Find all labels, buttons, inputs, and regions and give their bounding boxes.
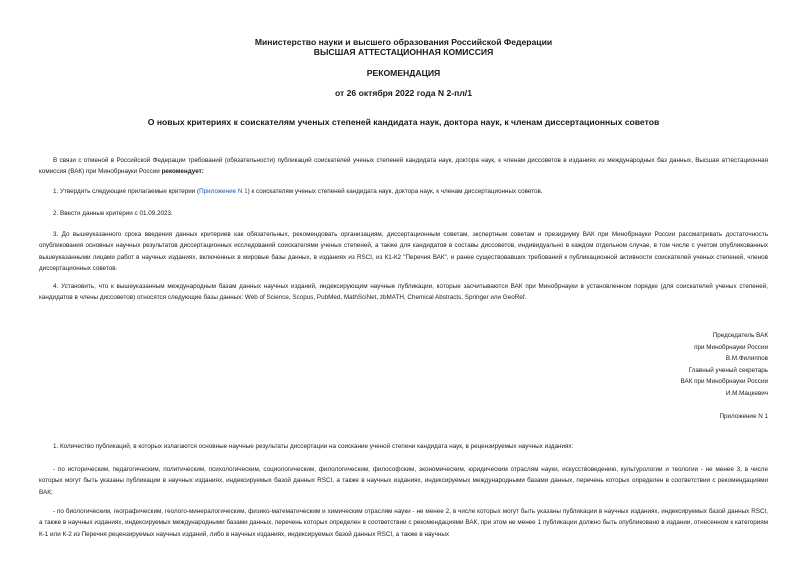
appendix-label: Приложение N 1 — [719, 413, 768, 420]
chairman-org: при Минобрнауки России — [694, 343, 768, 351]
item-2: 2. Ввести данные критерии с 01.09.2023. — [53, 210, 173, 217]
secretary-name: И.М.Мацкевич — [725, 389, 768, 397]
item-4: 4. Установить, что к вышеуказанным международным базам данных научных изданий, индексирующим научные публикации, которые засчитываются ВАК при Минобрнауки в установленном порядке (для соискателей ученых степеней, кандидатов в члены диссоветов) относятся следующие базы данных: Web of Science, Scopus, PubMed, MathSciNet, zbMATH, Chemical Abstracts, Springer или GeoRef. — [39, 283, 768, 302]
secretary-org: ВАК при Минобрнауки России — [680, 378, 768, 386]
appendix-sciences: - по биологическим, географическим, геолого-минералогическим, физико-математическим и химическим отраслям науки - не менее 2, в числе которых могут быть указаны публикации в научных изданиях, индексируемых базой данных RSCI, а также в научных изданиях, индексируемых международными базами данных, перечень которых определен в соответствии с рекомендациями ВАК, при этом не менее 1 публикации должно быть опубликовано в издании, отнесенном к категориям К-1 или К-2 из Перечня рецензируемых научных изданий, либо в научных изданиях, индексируемых базой данных RSCI, а также в научных — [39, 508, 768, 538]
appendix-link[interactable]: Приложение N 1 — [199, 188, 248, 195]
secretary-title: Главный ученый секретарь — [688, 366, 768, 374]
signature-block — [681, 330, 768, 400]
intro-text: В связи с отменой в Российской Федерации требований (обязательности) публикаций соискателей ученых степеней кандидата наук, доктора наук, к членам диссоветов в изданиях из международных баз данных, Высшая аттестационная комиссия (ВАК) при Минобрнауки России — [39, 157, 768, 176]
appendix-item-1: 1. Количество публикаций, в которых излагаются основные научные результаты диссертации на соискание ученой степени кандидата наук, в рецензируемых научных изданиях: — [53, 443, 574, 450]
item-1-after: ) к соискателям ученых степеней кандидата наук, доктора наук, к членам диссертационных советов. — [247, 188, 543, 195]
intro-recommends: рекомендует: — [161, 168, 204, 176]
item-3: 3. До вышеуказанного срока введения данных критериев как обязательных, рекомендовать организациям, диссертационным советам, экспертным советам и президиуму ВАК при Минобрнауки России рассматривать достаточность опубликования основных научных результатов диссертационных исследований соискателями ученых степеней, а также для кандидатов в составы диссоветов, индивидуально в каждом отдельном случае, в том числе с учетом опубликованных вышеуказанными лицами работ в научных изданиях, включенных в мировые базы данных, в изданиях из RSCI, из К1-К2 "Перечня ВАК", и ранее существовавших требований к публикационной активности соискателей ученых степеней, членов диссертационных советов. — [39, 231, 768, 273]
chairman-title: Председатель ВАК — [712, 332, 768, 339]
ministry-name: Министерство науки и высшего образования Российской Федерации — [254, 37, 553, 47]
commission-name: ВЫСШАЯ АТТЕСТАЦИОННАЯ КОМИССИЯ — [313, 47, 494, 57]
appendix-humanities: - по историческим, педагогическим, политическим, психологическим, социологическим, филологическим, философским, экономическим, юридическим отраслям науки, искусствоведению, культурологии и теологии - не менее 3, в числе которых могут быть указаны публикации в научных изданиях, индексируемых базой данных RSCI, а также в научных изданиях, индексируемых международными базами данных, перечень которых определен в соответствии с рекомендациями ВАК; — [39, 466, 768, 496]
document-title: О новых критериях к соискателям ученых степеней кандидата наук, доктора наук, к членам диссертационных советов — [147, 117, 660, 127]
item-1 — [39, 186, 768, 197]
intro-paragraph — [39, 155, 768, 178]
document-date-number: от 26 октября 2022 года N 2-пл/1 — [335, 88, 472, 98]
item-1-before: 1. Утвердить следующие прилагаемые критерии ( — [53, 188, 200, 195]
chairman-name: В.М.Филиппов — [725, 355, 768, 363]
document-type: РЕКОМЕНДАЦИЯ — [366, 68, 441, 78]
